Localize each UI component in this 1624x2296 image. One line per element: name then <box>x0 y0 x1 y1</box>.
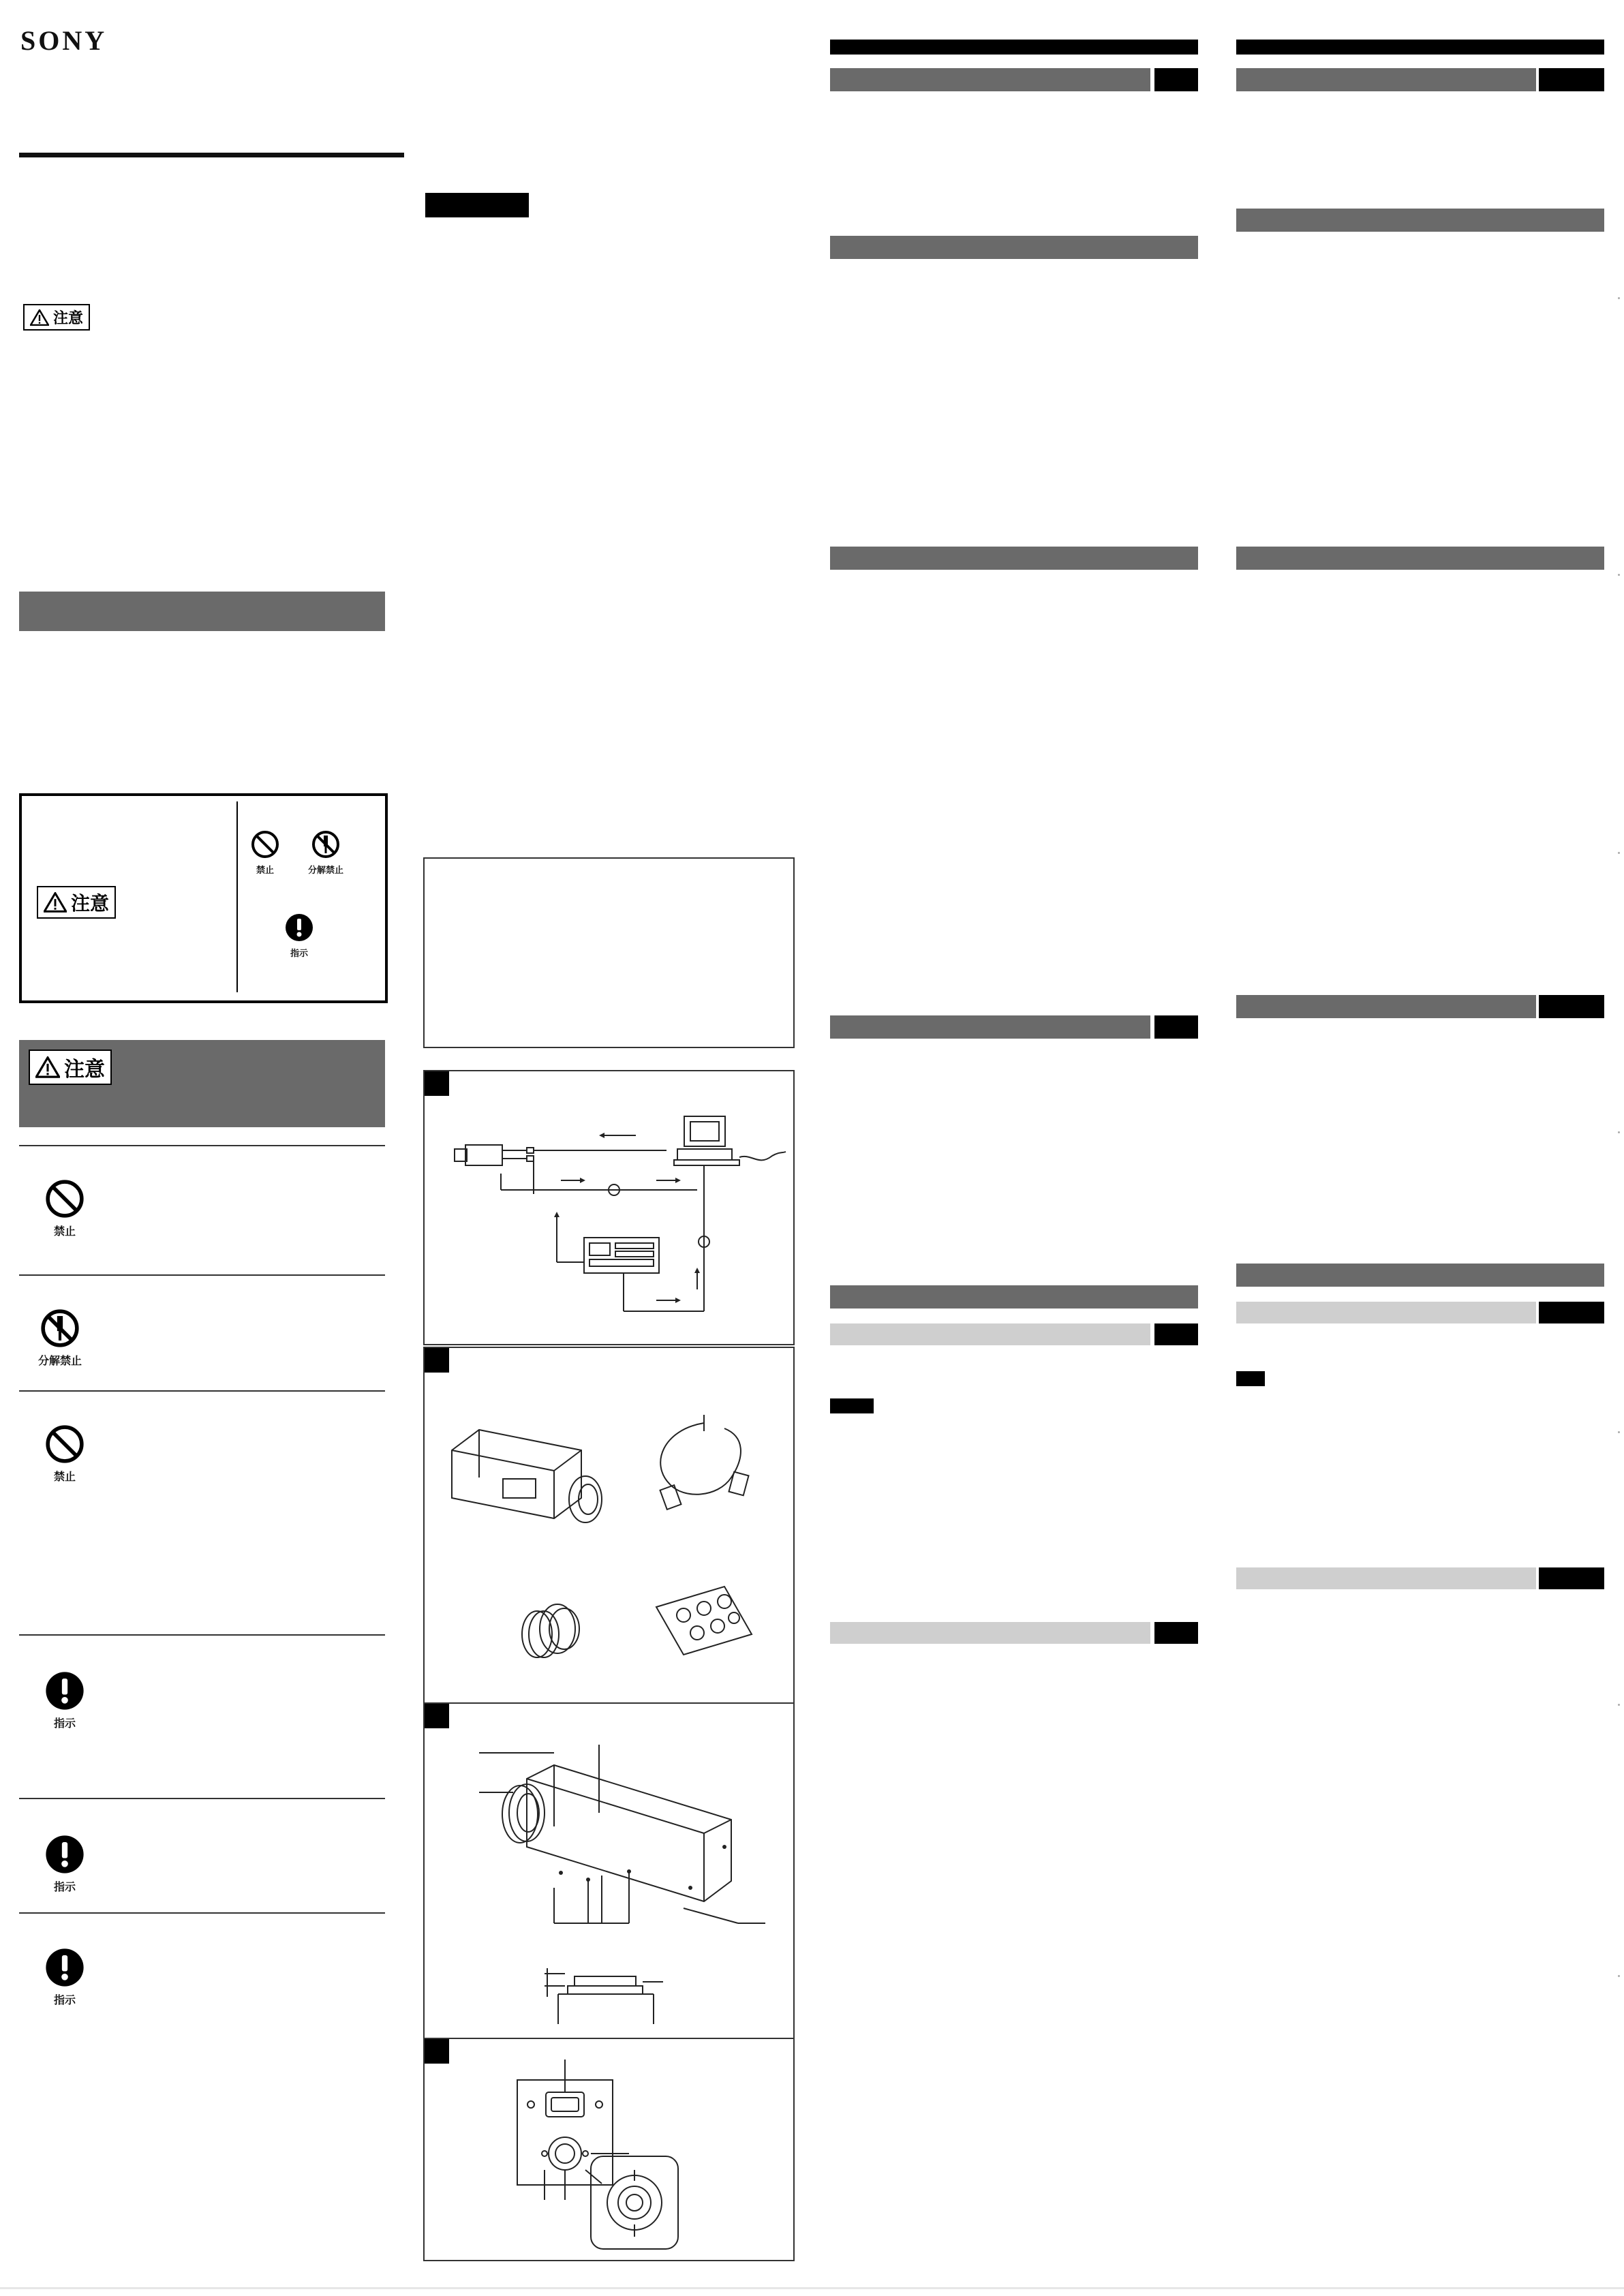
section-header-bar <box>830 236 1198 259</box>
section-tab <box>1154 68 1198 91</box>
figure-4-frame <box>423 2038 795 2261</box>
accessories-illustration <box>425 1348 793 1702</box>
caution-label: 注意 <box>64 1058 105 1081</box>
prohibited-label: 禁止 <box>256 865 274 875</box>
camera-parts-illustration <box>425 1704 793 2039</box>
instruction-icon <box>285 913 313 942</box>
black-label-box <box>1236 1371 1265 1386</box>
row-instruction-3 <box>45 1948 85 2007</box>
legend-prohibited <box>251 830 279 876</box>
row-divider <box>19 1145 385 1146</box>
instruction-icon <box>45 1948 85 1987</box>
page-footer-strip <box>0 2287 1624 2289</box>
prohibited-icon <box>251 830 279 859</box>
no-disassembly-label: 分解禁止 <box>38 1356 82 1367</box>
section-header-bar <box>1236 209 1604 232</box>
caution-banner <box>19 1040 385 1127</box>
no-disassembly-icon <box>311 830 340 859</box>
instruction-label: 指示 <box>53 1995 76 2006</box>
section-header-bar <box>1236 547 1604 570</box>
caution-tag <box>23 304 90 331</box>
edge-mark <box>1618 1704 1620 1706</box>
section-header-bar <box>19 592 385 631</box>
warning-triangle-icon <box>35 1056 60 1078</box>
section-header-bar <box>830 68 1150 91</box>
figure-3-frame <box>423 1702 795 2040</box>
section-top-bar <box>1236 40 1604 55</box>
edge-mark <box>1618 1431 1620 1433</box>
section-header-bar <box>1236 68 1536 91</box>
prohibited-label: 禁止 <box>53 1471 76 1483</box>
figure-2-frame <box>423 1347 795 1704</box>
subsection-header-bar <box>1236 1302 1536 1323</box>
legend-caution-tag <box>37 886 116 919</box>
subsection-header-bar <box>1236 1567 1536 1589</box>
subsection-tab <box>1154 1323 1198 1345</box>
row-no-disassembly <box>38 1308 82 1368</box>
instruction-label: 指示 <box>53 1882 76 1893</box>
no-disassembly-label: 分解禁止 <box>308 865 344 875</box>
section-header-bar <box>1236 1264 1604 1287</box>
row-divider <box>19 1390 385 1392</box>
subsection-tab <box>1539 1302 1604 1323</box>
rear-panel-illustration <box>425 2039 793 2260</box>
instruction-label: 指示 <box>290 948 308 958</box>
legend-divider <box>236 801 238 992</box>
title-rule <box>19 153 404 157</box>
section-header-bar <box>830 1285 1198 1308</box>
row-prohibited-1 <box>45 1179 85 1238</box>
legend-no-disassembly <box>308 830 343 876</box>
instruction-icon <box>45 1835 85 1874</box>
row-prohibited-2 <box>45 1424 85 1484</box>
instruction-icon <box>45 1671 85 1711</box>
warning-triangle-icon <box>30 309 49 326</box>
subsection-header-bar <box>830 1622 1150 1644</box>
row-instruction-1 <box>45 1671 85 1730</box>
row-divider <box>19 1634 385 1636</box>
caution-label: 注意 <box>53 309 84 326</box>
edge-mark <box>1618 297 1620 299</box>
subsection-tab <box>1154 1622 1198 1644</box>
brand-logo: SONY <box>20 25 108 56</box>
row-divider <box>19 1798 385 1799</box>
connection-diagram <box>425 1071 793 1344</box>
section-tab <box>1154 1015 1198 1039</box>
section-top-bar <box>830 40 1198 55</box>
section-header-bar <box>1236 995 1536 1018</box>
edge-mark <box>1618 1131 1620 1133</box>
banner-caution-tag <box>29 1050 112 1085</box>
no-disassembly-icon <box>40 1308 80 1348</box>
section-header-bar <box>830 1015 1150 1039</box>
section-header-bar <box>830 547 1198 570</box>
figure-1-frame <box>423 1070 795 1345</box>
warning-triangle-icon <box>44 892 67 913</box>
edge-mark <box>1618 1975 1620 1977</box>
symbol-legend-box <box>19 793 388 1003</box>
section-tab <box>1539 68 1604 91</box>
row-divider <box>19 1274 385 1276</box>
section-tab <box>1539 995 1604 1018</box>
subsection-tab <box>1539 1567 1604 1589</box>
black-label-box <box>830 1398 874 1413</box>
prohibited-icon <box>45 1424 85 1464</box>
row-instruction-2 <box>45 1835 85 1894</box>
notice-box <box>423 857 795 1048</box>
edge-mark <box>1618 574 1620 576</box>
caution-label: 注意 <box>71 893 110 914</box>
subsection-header-bar <box>830 1323 1150 1345</box>
row-divider <box>19 1912 385 1914</box>
edge-mark <box>1618 852 1620 854</box>
black-label-box <box>425 193 529 217</box>
legend-instruction <box>285 913 313 959</box>
prohibited-icon <box>45 1179 85 1219</box>
prohibited-label: 禁止 <box>53 1226 76 1238</box>
instruction-label: 指示 <box>53 1718 76 1730</box>
